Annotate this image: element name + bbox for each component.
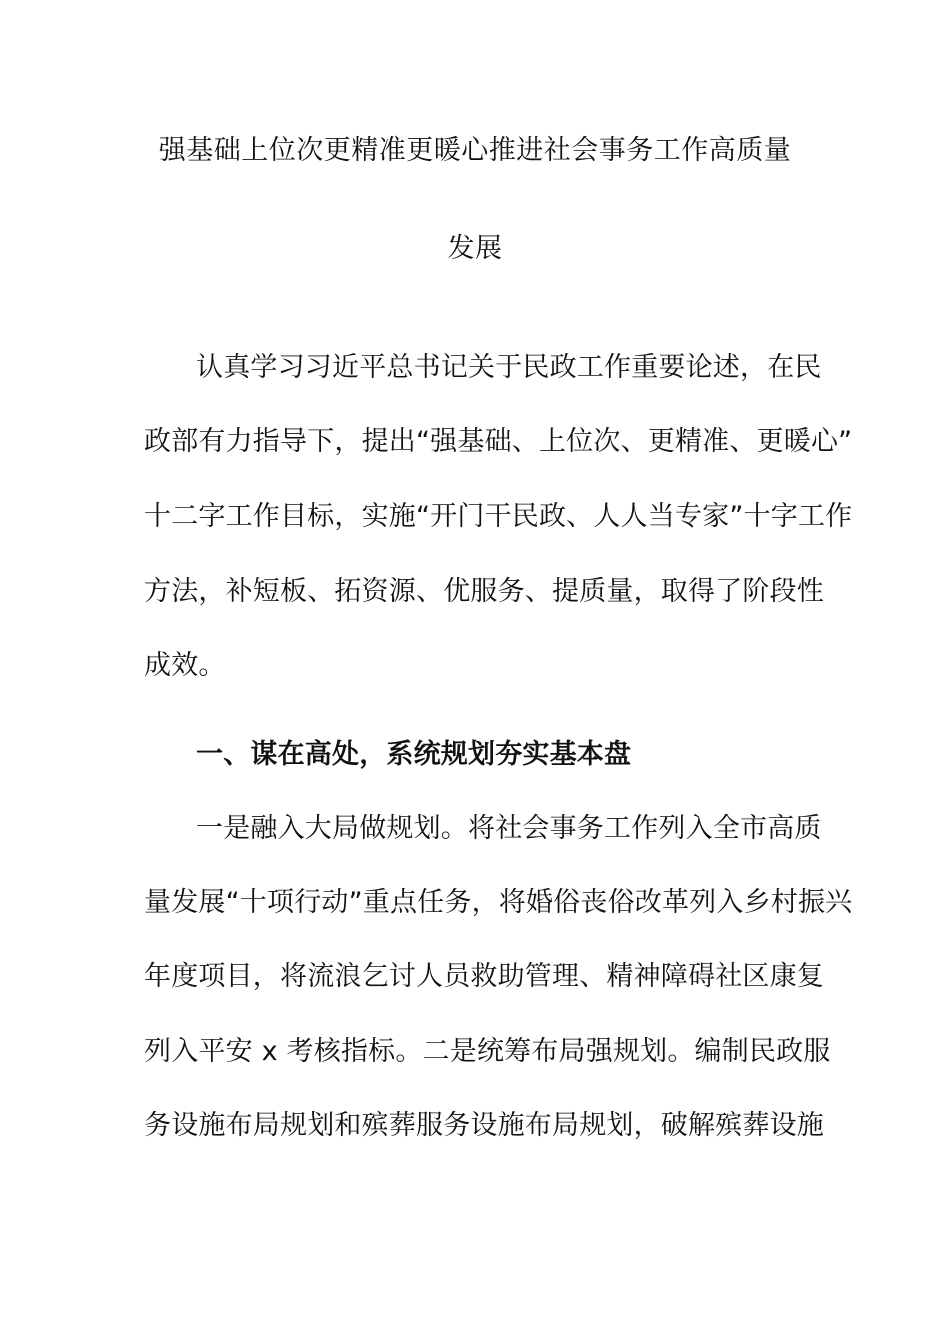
document-title-line-1: 强基础上位次更精准更暖心推进社会事务工作高质量 — [158, 135, 792, 166]
paragraph-1-line-2: 政部有力指导下，提出“强基础、上位次、更精准、更暖心” — [144, 426, 853, 457]
paragraph-1-line-1: 认真学习习近平总书记关于民政工作重要论述，在民 — [196, 352, 822, 383]
paragraph-1-line-5: 成效。 — [144, 650, 226, 681]
document-title-line-2: 发展 — [447, 233, 503, 264]
paragraph-2-line-3: 年度项目，将流浪乞讨人员救助管理、精神障碍社区康复 — [144, 961, 824, 992]
paragraph-2-line-1: 一是融入大局做规划。将社会事务工作列入全市高质 — [196, 813, 822, 844]
section-heading: 一、谋在高处，系统规划夯实基本盘 — [196, 739, 632, 770]
paragraph-2-line-5: 务设施布局规划和殡葬服务设施布局规划，破解殡葬设施 — [144, 1110, 824, 1141]
paragraph-2-line-4: 列入平安 x 考核指标。二是统筹布局强规划。编制民政服 — [144, 1036, 831, 1067]
paragraph-1-line-4: 方法，补短板、拓资源、优服务、提质量，取得了阶段性 — [144, 576, 824, 607]
paragraph-2-line-2: 量发展“十项行动”重点任务，将婚俗丧俗改革列入乡村振兴 — [144, 887, 853, 918]
paragraph-1-line-3: 十二字工作目标，实施“开门干民政、人人当专家”十字工作 — [144, 501, 853, 532]
